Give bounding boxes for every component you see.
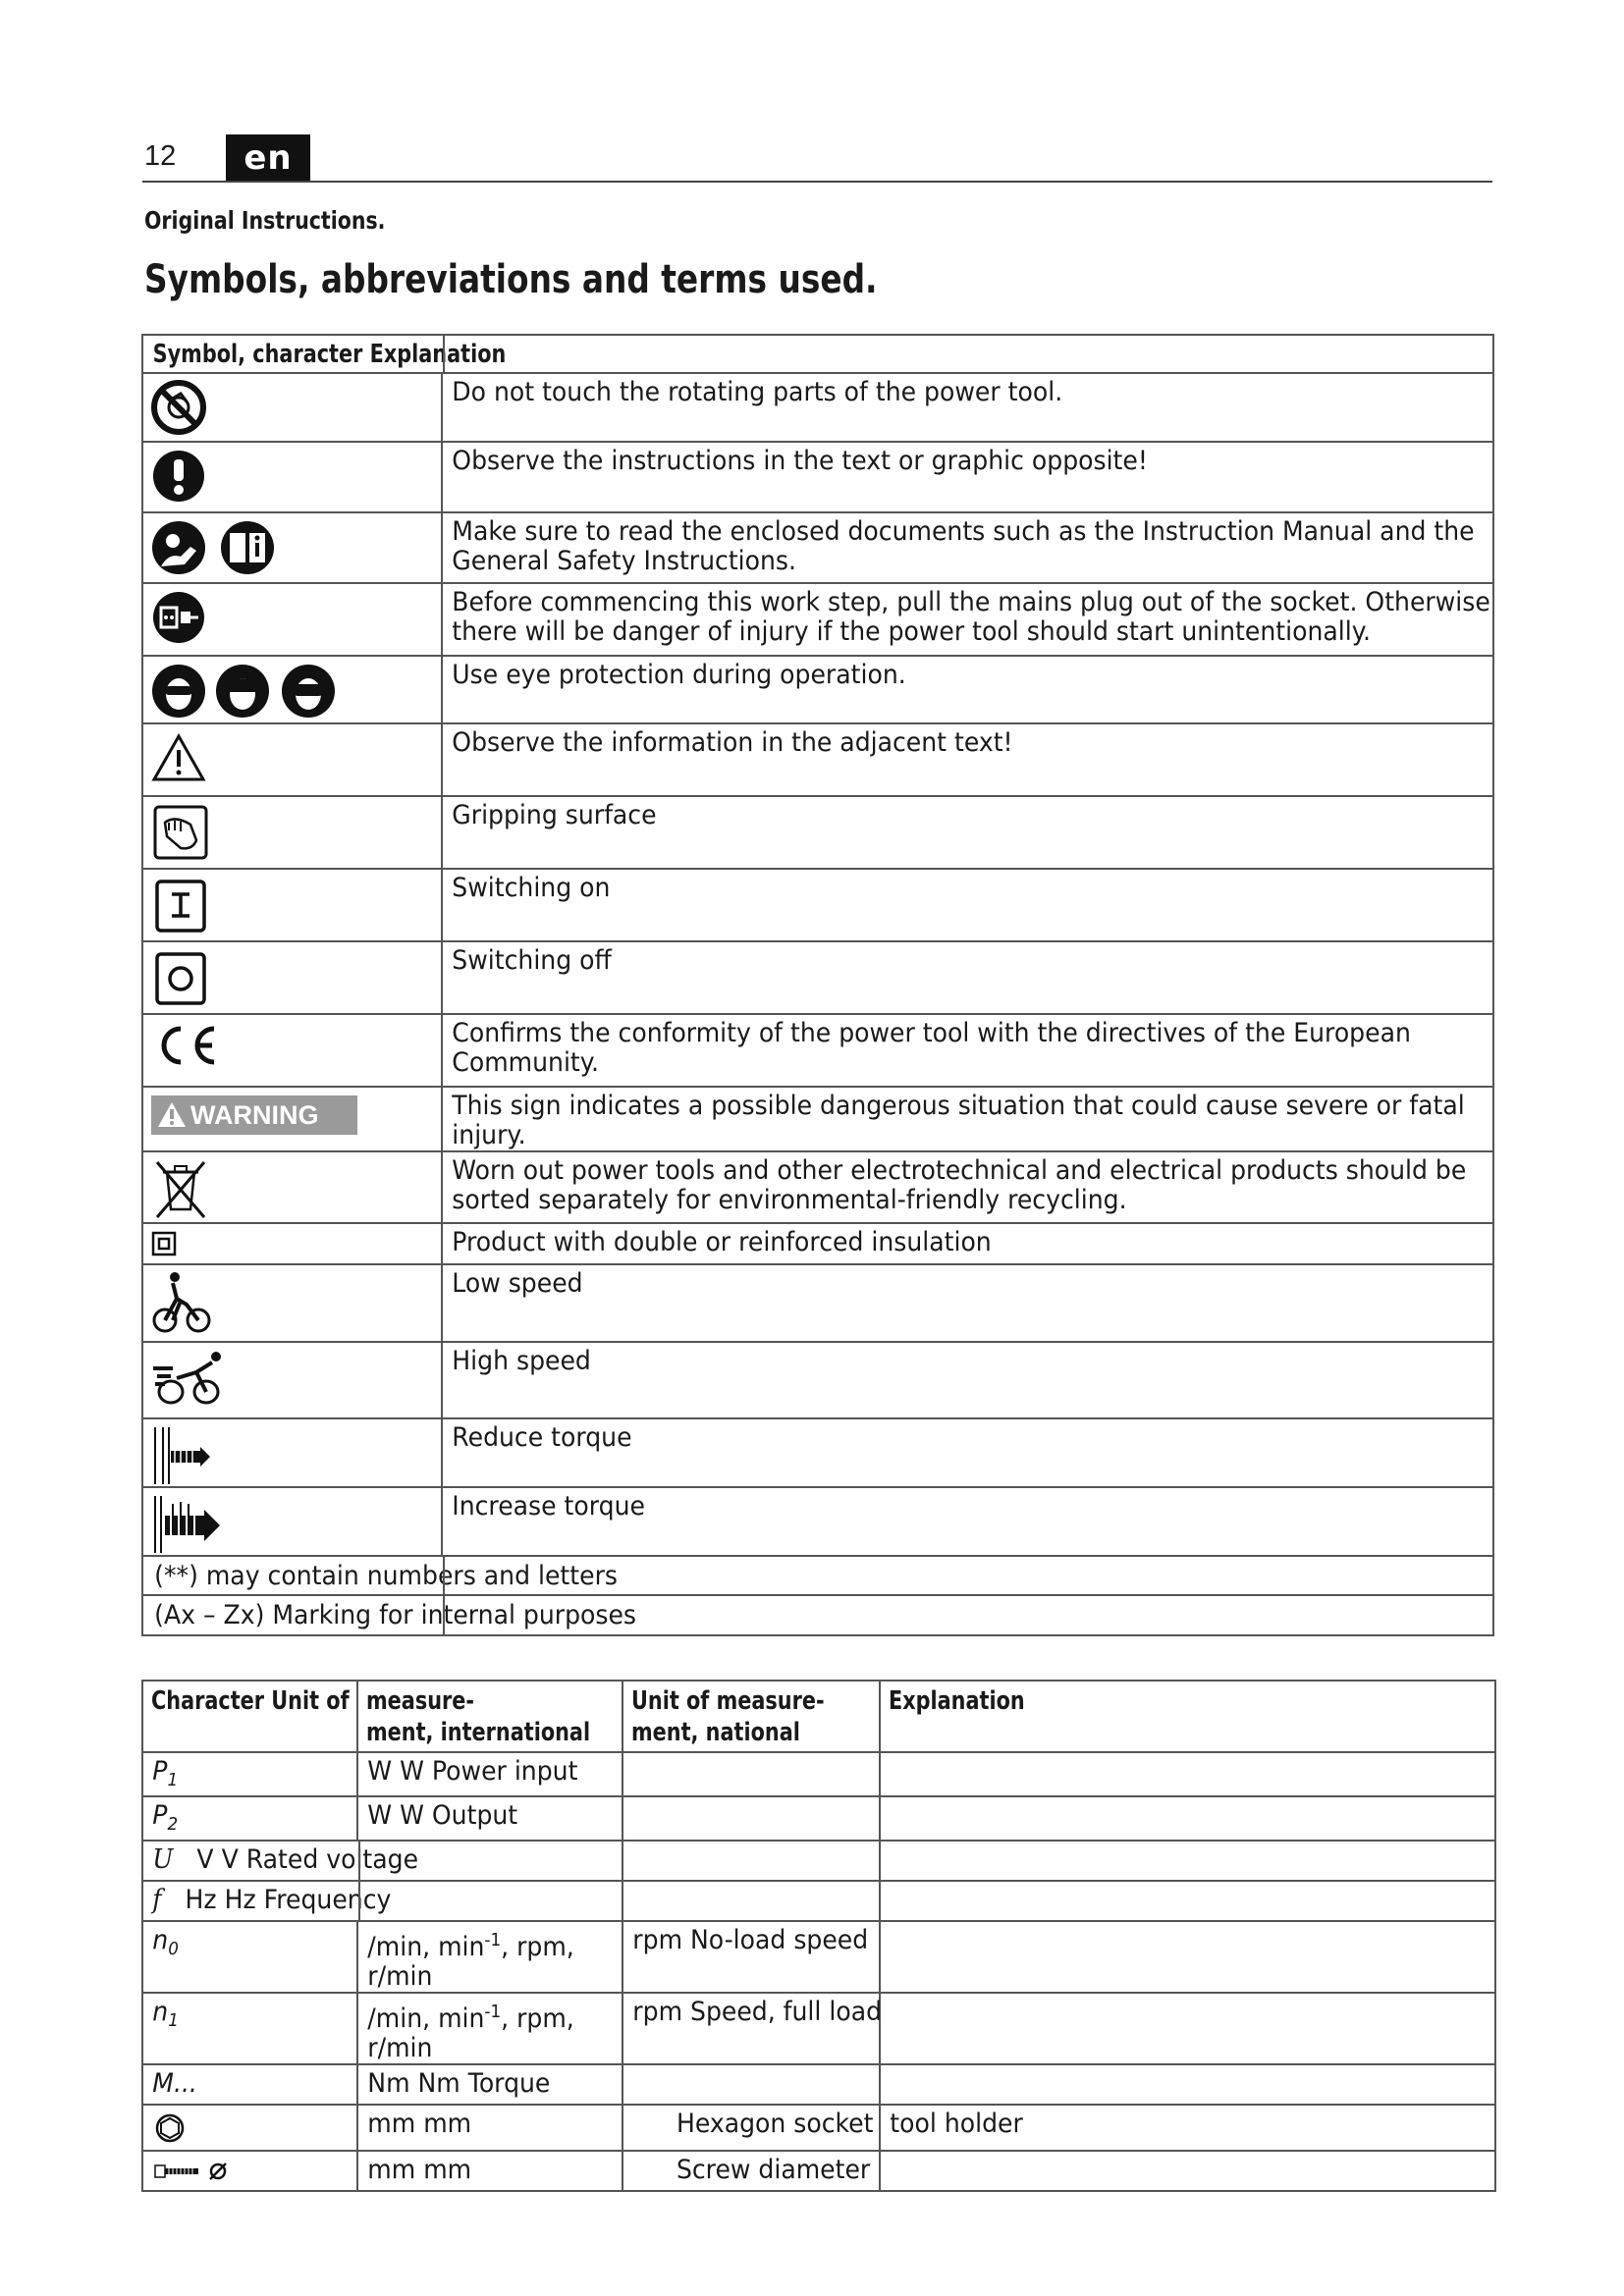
unit-value: W W Power input <box>367 1756 578 1787</box>
reduce-torque-icon <box>151 1425 220 1486</box>
exclamation-icon <box>151 449 206 504</box>
gripping-surface-icon <box>151 803 210 862</box>
symbol-description: Confirms the conformity of the power tool with the directives of the European Community. <box>452 1018 1411 1078</box>
table-row <box>142 1881 1495 1921</box>
unit-value <box>358 1994 603 2063</box>
unit-symbol-sub: 2 <box>167 1814 179 1835</box>
symbol-description: Switching on <box>452 873 611 903</box>
symbol-description: Observe the instructions in the text or graphic opposite! <box>452 446 1148 476</box>
unit-national-value: Hexagon socket <box>676 2109 874 2139</box>
read-manual-icon <box>151 519 279 576</box>
symbol-description: Product with double or reinforced insulation <box>452 1227 992 1257</box>
ce-mark-icon <box>151 1021 222 1070</box>
unit-value-part: /min, min <box>367 1932 485 1962</box>
symbol-description: Worn out power tools and other electrotechnical and electrical products should be sorted separately for environmental-friendly recycling. <box>452 1155 1467 1215</box>
symbols-table <box>141 334 1494 1636</box>
table-row <box>142 941 1493 1014</box>
symbol-description: Increase torque <box>452 1491 645 1522</box>
header-explanation: Explanation <box>889 1686 1025 1716</box>
unit-symbol <box>143 1994 342 2036</box>
symbol-description: High speed <box>452 1346 591 1376</box>
unit-value-part: r/min <box>367 2033 433 2063</box>
unit-value-part: r/min <box>367 1961 433 1992</box>
unit-value: mm mm <box>367 2155 472 2185</box>
table-row <box>142 1342 1493 1418</box>
table-row <box>142 583 1493 656</box>
table-row <box>142 656 1493 723</box>
table-row <box>142 2105 1495 2151</box>
symbol-description: Use eye protection during operation. <box>452 660 906 690</box>
unit-symbol <box>143 1797 342 1840</box>
unit-value: W W Output <box>367 1800 518 1831</box>
page-number: 12 <box>144 140 177 172</box>
switch-off-icon <box>151 948 210 1007</box>
header-unit-international-line2: ment, international <box>366 1718 591 1747</box>
unit-symbol-sub: 1 <box>167 1770 179 1790</box>
table-row <box>142 1556 1493 1595</box>
unit-value-part: , rpm, <box>501 2003 574 2034</box>
unit-value-part: , rpm, <box>501 1932 574 1962</box>
symbol-description: Low speed <box>452 1268 583 1299</box>
unit-national-value: rpm Speed, full load <box>632 1997 883 2027</box>
eye-protection-icon <box>151 663 338 720</box>
unit-symbol-char: n <box>152 1925 169 1955</box>
unit-symbol-char: P <box>152 1800 168 1831</box>
unit-value: V V Rated voltage <box>196 1844 419 1875</box>
page-title: Symbols, abbreviations and terms used. <box>144 257 878 302</box>
symbol-description: This sign indicates a possible dangerous situation that could cause severe or fatal injury. <box>452 1091 1465 1150</box>
footnote-text: (**) may contain numbers and letters <box>154 1561 618 1591</box>
unit-row-text <box>143 1842 588 1875</box>
table-row <box>142 1841 1495 1881</box>
warning-triangle-icon <box>157 1100 187 1130</box>
header-unit-international <box>358 1682 591 1748</box>
unit-value-sup: -1 <box>484 2002 502 2022</box>
unit-symbol <box>143 1753 342 1795</box>
table-row <box>142 1796 1495 1841</box>
symbol-description: Make sure to read the enclosed documents such as the Instruction Manual and the General Safety Instructions. <box>452 516 1475 576</box>
unit-symbol-sub: 1 <box>168 2010 179 2031</box>
header-unit-national-line1: Unit of measure- <box>631 1686 825 1716</box>
unit-symbol-char: U <box>152 1844 174 1875</box>
table-row <box>142 442 1493 512</box>
symbol-description: Reduce torque <box>452 1422 632 1453</box>
symbol-description: Before commencing this work step, pull the mains plug out of the socket. Otherwise there will be danger of injury if the power tool should start unintentionally. <box>452 587 1490 647</box>
table-row <box>142 1223 1493 1264</box>
unit-symbol-char: f <box>152 1885 162 1915</box>
table-row <box>142 1487 1493 1556</box>
table-row <box>142 512 1493 583</box>
switch-on-icon <box>151 876 210 934</box>
hexagon-socket-icon <box>155 2113 185 2143</box>
table-row <box>142 1264 1493 1342</box>
table-row <box>142 1087 1493 1151</box>
unit-symbol-char: P <box>152 1756 168 1787</box>
header-rule <box>142 181 1492 183</box>
units-table <box>141 1680 1496 2192</box>
no-touch-rotating-icon <box>151 380 206 435</box>
table-row <box>142 723 1493 796</box>
header-unit-national-line2: ment, national <box>631 1718 800 1747</box>
unit-symbol: M... <box>152 2068 197 2099</box>
high-speed-icon <box>151 1349 226 1410</box>
header-unit-international-line1: measure- <box>366 1686 475 1716</box>
symbols-table-header <box>142 335 1493 373</box>
unplug-icon <box>151 590 206 645</box>
warning-triangle-icon <box>151 730 206 785</box>
unit-symbol <box>143 1922 342 1964</box>
symbol-description: Do not touch the rotating parts of the power tool. <box>452 377 1063 407</box>
table-row <box>142 1921 1495 1993</box>
table-row <box>142 1151 1493 1223</box>
unit-explanation: tool holder <box>890 2109 1023 2139</box>
header-unit-national <box>623 1682 828 1748</box>
table-row <box>142 2151 1495 2191</box>
document-subtitle: Original Instructions. <box>144 206 386 235</box>
table-row <box>142 373 1493 442</box>
symbol-description: Gripping surface <box>452 800 657 830</box>
double-insulation-icon <box>151 1231 177 1256</box>
increase-torque-icon <box>151 1494 226 1555</box>
warning-label-icon <box>151 1095 357 1135</box>
table-row <box>142 796 1493 869</box>
table-row <box>142 1993 1495 2064</box>
table-row <box>142 869 1493 941</box>
unit-value: Hz Hz Frequency <box>185 1885 392 1915</box>
table-row <box>142 1014 1493 1087</box>
screw-diameter-icon <box>153 2160 232 2183</box>
unit-symbol-sub: 0 <box>168 1939 179 1959</box>
symbols-header-text: Symbol, character Explanation <box>152 340 507 369</box>
table-row <box>142 1752 1495 1796</box>
table-row <box>142 1418 1493 1487</box>
unit-value <box>358 1922 603 1992</box>
symbol-description: Switching off <box>452 945 612 976</box>
unit-value-sup: -1 <box>484 1930 502 1950</box>
unit-value: mm mm <box>367 2109 472 2139</box>
language-tag: en <box>226 134 310 181</box>
unit-national-value: Screw diameter <box>676 2155 871 2185</box>
symbol-description: Observe the information in the adjacent text! <box>452 727 1013 758</box>
low-speed-icon <box>151 1271 214 1336</box>
unit-row-text <box>143 1882 588 1915</box>
units-table-header <box>142 1681 1495 1752</box>
crossed-bin-icon <box>151 1158 210 1221</box>
unit-national-value: rpm No-load speed <box>632 1925 869 1955</box>
unit-value: Nm Nm Torque <box>367 2068 551 2099</box>
warning-label-text: WARNING <box>190 1099 319 1130</box>
table-row <box>142 1595 1493 1635</box>
unit-symbol-char: n <box>152 1997 169 2027</box>
footnote-text: (Ax – Zx) Marking for internal purposes <box>154 1600 637 1630</box>
header-character: Character Unit of <box>151 1686 350 1716</box>
table-row <box>142 2064 1495 2105</box>
unit-value-part: /min, min <box>367 2003 485 2034</box>
